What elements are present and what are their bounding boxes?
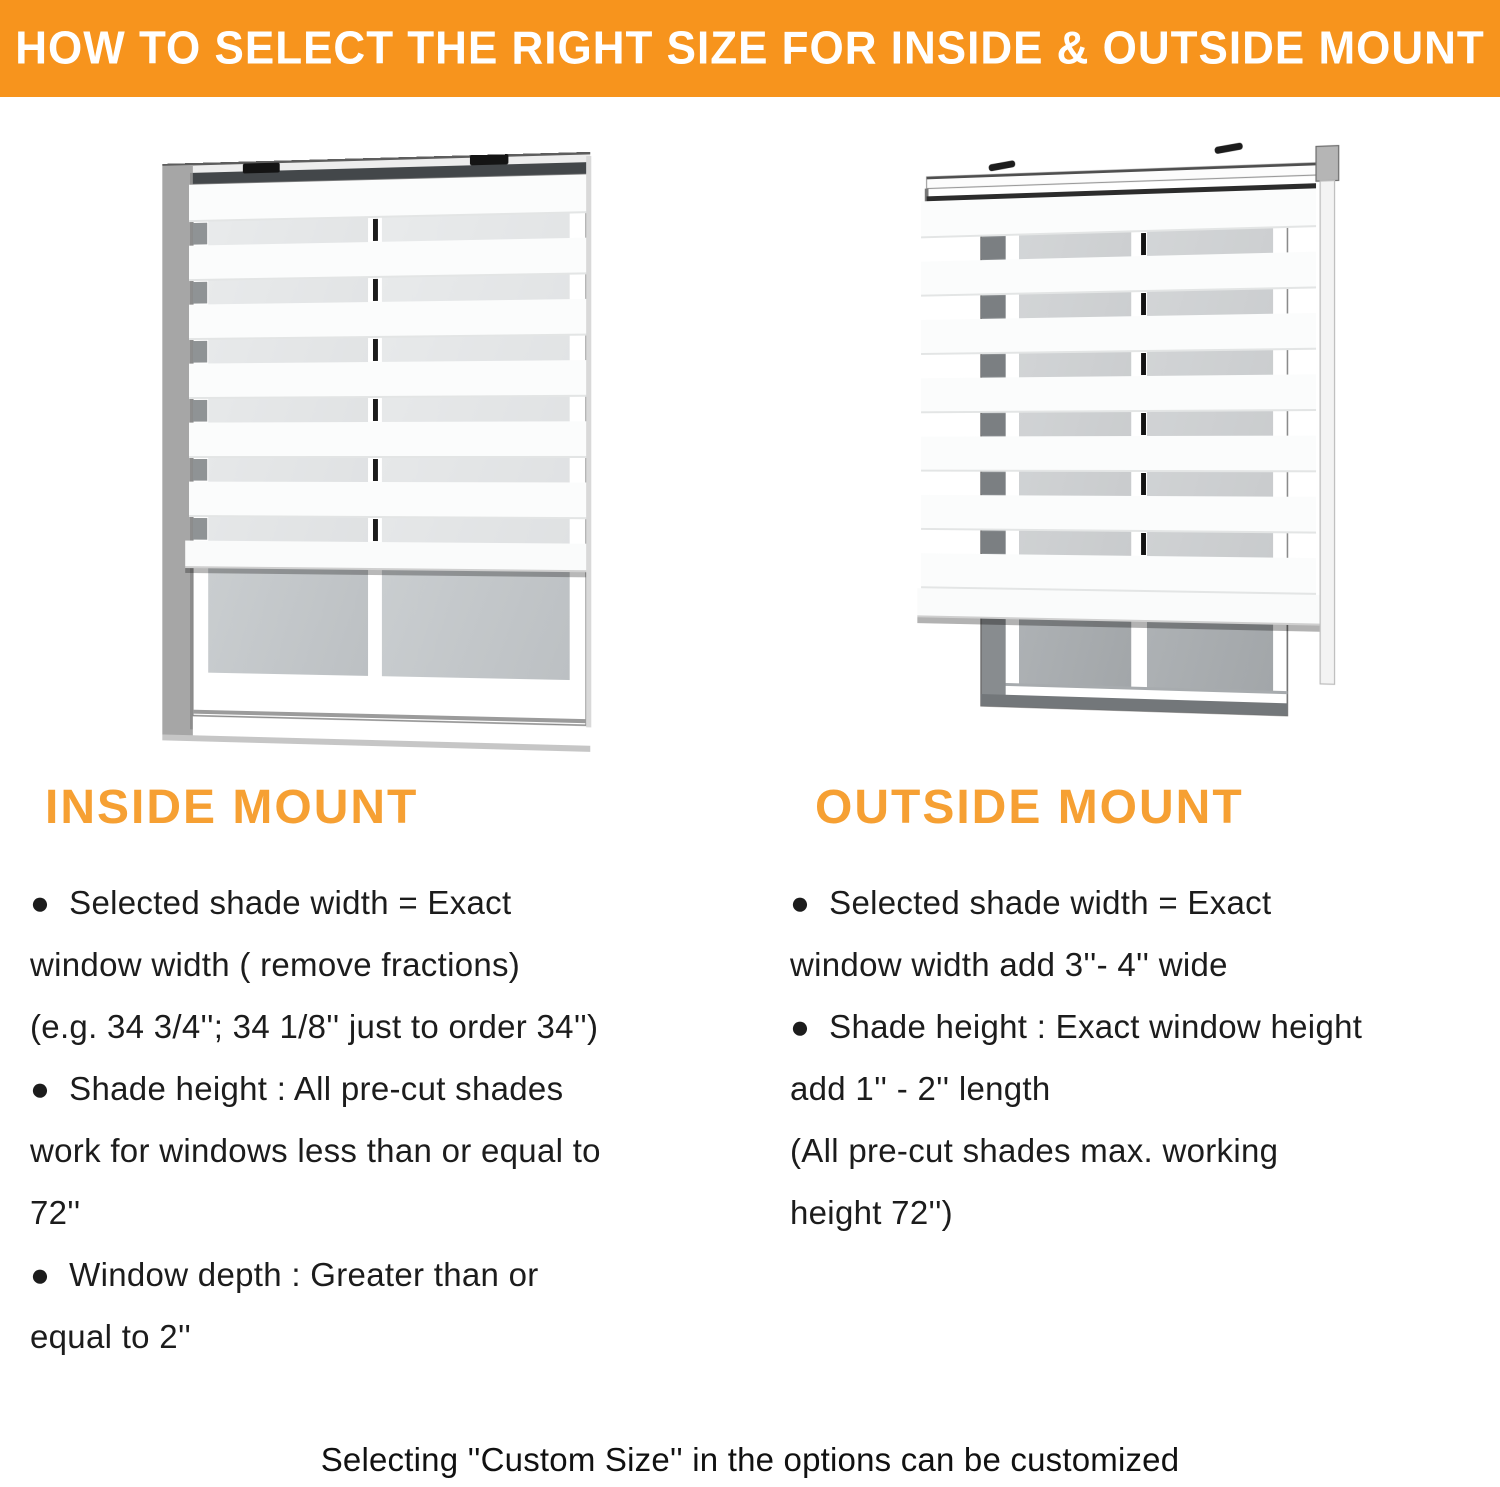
inside-line: (e.g. 34 3/4''; 34 1/8'' just to order 34'') xyxy=(30,1008,599,1045)
inside-line: work for windows less than or equal to xyxy=(30,1132,601,1169)
inside-line: equal to 2'' xyxy=(30,1318,192,1355)
outside-mount-heading: OUTSIDE MOUNT xyxy=(815,781,1244,834)
window-left-jamb xyxy=(162,165,193,735)
shade-bottom-bar xyxy=(185,541,590,578)
outside-mount-instructions xyxy=(790,872,1490,1244)
inside-line: ● Selected shade width = Exact xyxy=(30,884,512,921)
outside-line: height 72'') xyxy=(790,1194,953,1231)
inside-line: window width ( remove fractions) xyxy=(30,946,521,983)
shade-bottom-bar xyxy=(917,588,1320,632)
inside-mount-figure xyxy=(152,158,592,758)
outside-mount-figure xyxy=(895,146,1395,768)
inside-mount-instructions xyxy=(30,872,730,1368)
inside-line: ● Window depth : Greater than or xyxy=(30,1256,539,1293)
outside-line: add 1'' - 2'' length xyxy=(790,1070,1051,1107)
custom-size-note: Selecting ''Custom Size'' in the options can be customized xyxy=(320,1441,1180,1478)
inside-mount-illustration xyxy=(158,152,594,765)
outside-line: (All pre-cut shades max. working xyxy=(790,1132,1279,1169)
outside-line: ● Selected shade width = Exact xyxy=(790,884,1272,921)
shade-side-rail xyxy=(1320,181,1334,685)
inside-mount-heading: INSIDE MOUNT xyxy=(45,781,419,834)
title-banner xyxy=(0,0,1500,97)
inside-line: 72'' xyxy=(30,1194,81,1231)
outside-line: window width add 3''- 4'' wide xyxy=(790,946,1228,983)
outside-mount-illustration xyxy=(906,136,1399,778)
inside-line: ● Shade height : All pre-cut shades xyxy=(30,1070,564,1107)
page-title: HOW TO SELECT THE RIGHT SIZE FOR INSIDE & OUTSIDE MOUNT xyxy=(15,22,1485,74)
outside-line: ● Shade height : Exact window height xyxy=(790,1008,1363,1045)
